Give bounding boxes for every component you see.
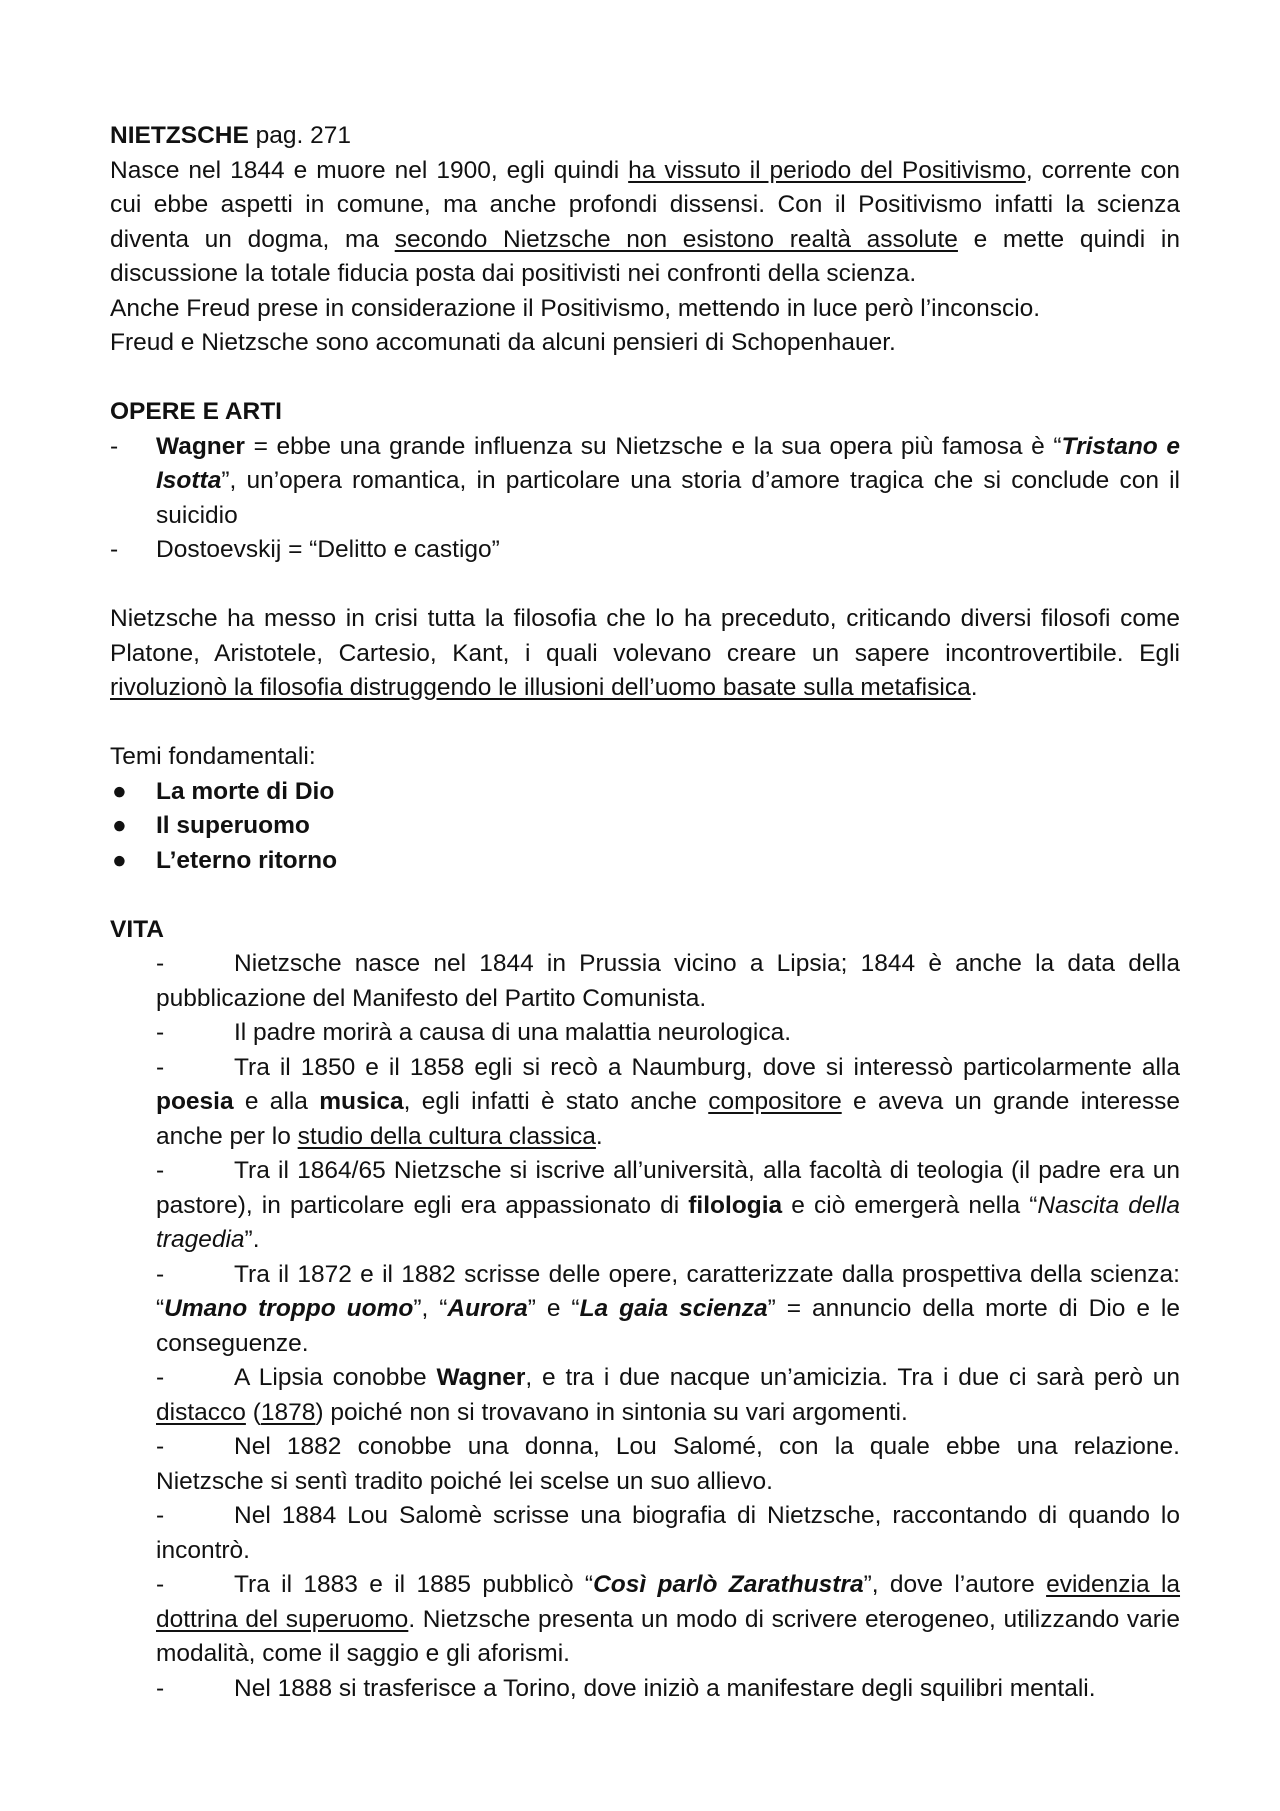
vita-item (156, 1430, 1180, 1499)
umano-title: Umano troppo uomo (164, 1295, 414, 1322)
vita-item (156, 1016, 1180, 1051)
vita-text: Nel 1888 si trasferisce a Torino, dove iniziò a manifestare degli squilibri mentali. (234, 1674, 1096, 1702)
intro-underline-positivismo: ha vissuto il periodo del Positivismo (628, 156, 1026, 184)
intro-text: Nasce nel 1844 e muore nel 1900, egli quindi (110, 156, 629, 184)
vita-text: , egli infatti è stato anche (403, 1088, 709, 1115)
vita-text: ”. (244, 1226, 260, 1253)
vita-text: Tra il 1850 e il 1858 egli si recò a Naumburg, dove si interessò particolarmente alla (234, 1053, 1180, 1081)
dash-marker: - (156, 950, 165, 977)
vita-text: Nietzsche nasce nel 1844 in Prussia vicino a Lipsia; 1844 è anche la data della pubblicazione del Manifesto del Partito Comunista. (156, 950, 1180, 1012)
dash-marker: - (110, 432, 119, 460)
dash-marker: - (156, 1053, 165, 1081)
zarathustra-title: Così parlò Zarathustra (593, 1571, 864, 1598)
opere-text: = ebbe una grande influenza su Nietzsche e la sua opera più famosa è “ (244, 432, 1062, 460)
freud-paragraph: Anche Freud prese in considerazione il Positivismo, mettendo in luce però l’inconscio. (110, 294, 1041, 322)
vita-text: . (595, 1122, 603, 1150)
dash-marker: - (156, 1364, 165, 1391)
vita-list (156, 947, 1180, 1706)
dash-marker: - (156, 1674, 165, 1702)
crisi-text: Nietzsche ha messo in crisi tutta la filosofia che lo ha preceduto, criticando diversi filosofi come Platone, Aristotele, Cartesio, Kant, i quali volevano creare un sapere incontrovertibile. Egli (110, 605, 1180, 667)
dash-marker: - (156, 1502, 165, 1529)
list-item (110, 809, 1180, 844)
crisi-text: . (970, 674, 978, 701)
section-heading-vita (110, 913, 1180, 948)
cultura-classica-underline: studio della cultura classica (297, 1122, 596, 1150)
vita-text: ”, dove l’autore (863, 1571, 1047, 1598)
list-item (110, 775, 1180, 810)
bullet-icon: ● (112, 777, 127, 805)
gaia-scienza-title: La gaia scienza (579, 1295, 768, 1322)
filologia-bold: filologia (688, 1191, 783, 1219)
opere-item-dostoevskij (110, 533, 1180, 568)
dash-marker: - (156, 1260, 165, 1288)
tema-label: L’eterno ritorno (156, 846, 338, 874)
year-1878-underline: 1878 (260, 1398, 316, 1426)
vita-text: ” e “ (527, 1295, 580, 1322)
vita-item (156, 947, 1180, 1016)
vita-item (156, 1258, 1180, 1362)
vita-item (156, 1154, 1180, 1258)
title-bold: NIETZSCHE (110, 122, 249, 149)
vita-text: e aveva un grande interesse anche per lo (156, 1088, 1180, 1150)
vita-text: Il padre morirà a causa di una malattia neurologica. (234, 1019, 792, 1046)
aurora-title: Aurora (447, 1295, 528, 1322)
compositore-underline: compositore (708, 1088, 842, 1115)
wagner-bold: Wagner (436, 1364, 526, 1391)
vita-text: ) poiché non si trovavano in sintonia su vari argomenti. (315, 1398, 908, 1426)
vita-text: , e tra i due nacque un’amicizia. Tra i due ci sarà però un (525, 1364, 1181, 1391)
bullet-icon: ● (112, 812, 127, 839)
intro-paragraph (110, 154, 1180, 292)
opere-item-text (156, 430, 1180, 534)
title-page-ref: pag. 271 (248, 122, 352, 149)
document-page (110, 119, 1180, 1706)
vita-text: Tra il 1872 e il 1882 scrisse delle opere, caratterizzate dalla prospettiva della scienza: “ (156, 1260, 1180, 1322)
spacer (110, 568, 1180, 603)
intro-text: e mette quindi in discussione la totale fiducia posta dai positivisti nei confronti della scienza. (110, 225, 1180, 287)
vita-text: e alla (233, 1088, 320, 1115)
dash-marker: - (156, 1571, 165, 1598)
vita-text: Nel 1882 conobbe una donna, Lou Salomé, con la quale ebbe una relazione. Nietzsche si sentì tradito poiché lei scelse un suo allievo. (156, 1433, 1180, 1495)
temi-heading: Temi fondamentali: (110, 743, 316, 770)
musica-bold: musica (319, 1088, 404, 1115)
dash-marker: - (156, 1433, 165, 1460)
vita-text: Nel 1884 Lou Salomè scrisse una biografia di Nietzsche, raccontando di quando lo incontrò. (156, 1502, 1180, 1564)
vita-text: ” = annuncio della morte di Dio e le conseguenze. (156, 1295, 1181, 1357)
vita-text: Tra il 1883 e il 1885 pubblicò “ (234, 1571, 594, 1598)
opere-item-text: Dostoevskij = “Delitto e castigo” (156, 536, 500, 563)
vita-text: ( (245, 1398, 261, 1426)
vita-item (156, 1361, 1180, 1430)
spacer (110, 361, 1180, 396)
vita-text: . Nietzsche presenta un modo di scrivere eterogeneo, utilizzando varie modalità, come il saggio e gli aforismi. (156, 1605, 1180, 1667)
vita-item (156, 1499, 1180, 1568)
vita-text: Tra il 1864/65 Nietzsche si iscrive all’università, alla facoltà di teologia (il padre era un pastore), in particolare egli era appassionato di (156, 1157, 1180, 1219)
spacer (110, 878, 1180, 913)
tristano-title: Tristano e Isotta (156, 432, 1181, 494)
nascita-tragedia-title: Nascita della tragedia (156, 1191, 1180, 1253)
dash-marker: - (156, 1157, 165, 1184)
tema-label: La morte di Dio (156, 777, 335, 805)
list-item (110, 844, 1180, 879)
opere-heading-text: OPERE E ARTI (110, 398, 282, 425)
distacco-underline: distacco (156, 1398, 246, 1426)
opere-text: ”, un’opera romantica, in particolare una storia d’amore tragica che si conclude con il suicidio (156, 467, 1180, 529)
spacer (110, 706, 1180, 741)
temi-list (110, 775, 1180, 879)
vita-item (156, 1568, 1180, 1672)
poesia-bold: poesia (156, 1088, 234, 1115)
vita-text: ”, “ (413, 1295, 448, 1322)
crisi-paragraph (110, 602, 1180, 706)
intro-underline-realta: secondo Nietzsche non esistono realtà assolute (394, 225, 958, 253)
page-title (110, 119, 1180, 154)
dash-marker: - (110, 536, 119, 563)
vita-text: A Lipsia conobbe (234, 1364, 437, 1391)
vita-item (156, 1051, 1180, 1155)
crisi-underline: rivoluzionò la filosofia distruggendo le illusioni dell’uomo basate sulla metafisica (110, 674, 971, 701)
vita-heading-text: VITA (110, 915, 164, 943)
superuomo-underline: evidenzia la dottrina del superuomo (156, 1571, 1181, 1633)
dash-marker: - (156, 1019, 165, 1046)
wagner-bold: Wagner (156, 432, 245, 460)
schopenhauer-paragraph: Freud e Nietzsche sono accomunati da alcuni pensieri di Schopenhauer. (110, 329, 896, 356)
opere-item-wagner (110, 430, 1180, 534)
intro-text: , corrente con cui ebbe aspetti in comune, ma anche profondi dissensi. Con il Positivismo infatti la scienza diventa un dogma, ma (110, 156, 1180, 253)
tema-label: Il superuomo (156, 812, 310, 839)
vita-text: e ciò emergerà nella “ (782, 1191, 1038, 1219)
vita-item (156, 1672, 1180, 1707)
bullet-icon: ● (112, 846, 127, 874)
section-heading-opere (110, 395, 1180, 430)
